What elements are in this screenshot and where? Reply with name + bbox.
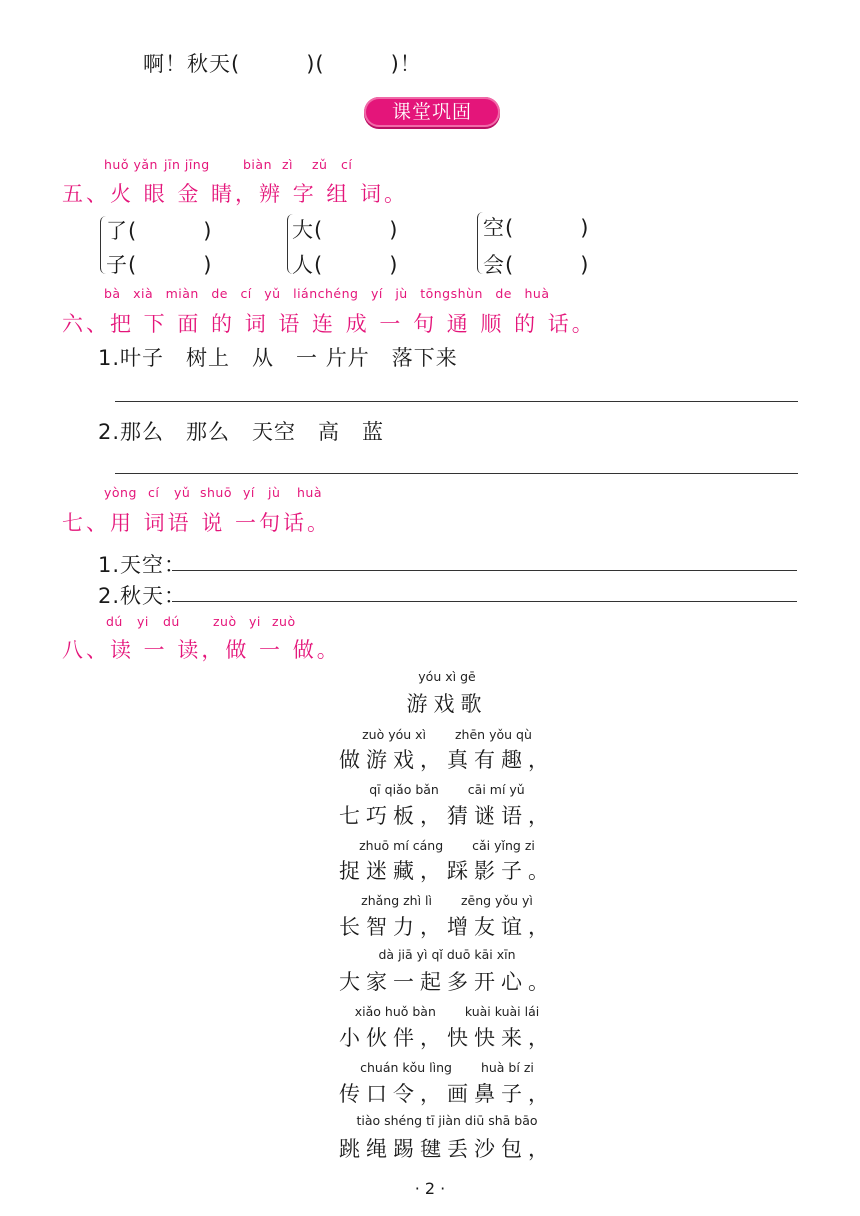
s5-title: 五、火 眼 金 睛，辨 字 组 词。 (62, 182, 409, 206)
s6-q2-answer-line[interactable] (115, 473, 798, 474)
s6-py-6: lián (293, 286, 318, 301)
s8-py-1: yi (137, 614, 149, 629)
s7-q2: 2.秋天： (98, 584, 187, 608)
s8-py-3: zuò (213, 614, 237, 629)
s6-py-3: de (211, 286, 228, 301)
s6-q1-answer-line[interactable] (115, 401, 798, 402)
s5-g3-b: 会( ) (483, 253, 590, 277)
poem-line-2: 七巧板，猜谜语， (339, 804, 555, 828)
poem-line-3: 捉迷藏，踩影子。 (339, 859, 555, 883)
s5-pinyin-5: zǔ (312, 157, 328, 172)
s7-py-1: cí (148, 485, 160, 500)
s7-q2-answer-line[interactable] (172, 601, 797, 602)
poem-line-1: 做游戏，真有趣， (339, 748, 555, 772)
poem-line-4-pinyin: zhǎng zhì lì zēng yǒu yì (361, 893, 533, 908)
poem-line-7: 传口令，画鼻子， (339, 1082, 555, 1106)
poem-line-1-pinyin: zuò yóu xì zhēn yǒu qù (362, 727, 532, 742)
s7-py-6: huà (297, 485, 323, 500)
poem-line-7-pinyin: chuán kǒu lìng huà bí zi (360, 1060, 534, 1075)
poem-line-6: 小伙伴，快快来， (339, 1026, 555, 1050)
s7-py-0: yòng (104, 485, 137, 500)
poem-line-6-pinyin: xiǎo huǒ bàn kuài kuài lái (354, 1004, 540, 1019)
s8-title: 八、读 一 读，做 一 做。 (62, 638, 341, 662)
s6-py-1: xià (133, 286, 154, 301)
s7-py-2: yǔ (174, 485, 191, 500)
s5-pinyin-2: jīn jīng (164, 157, 210, 172)
s5-g2-b: 人( ) (292, 253, 399, 277)
s6-py-8: yí (370, 286, 383, 301)
s6-py-13: huà (524, 286, 550, 301)
s7-q1: 1.天空： (98, 553, 187, 577)
s8-py-0: dú (106, 614, 123, 629)
s6-q2: 2.那么 那么 天空 高 蓝 (98, 420, 385, 444)
s6-title: 六、把 下 面 的 词 语 连 成 一 句 通 顺 的 话。 (62, 312, 596, 336)
s7-py-5: jù (268, 485, 281, 500)
s6-py-0: bà (104, 286, 121, 301)
s5-pinyin-4: zì (282, 157, 294, 172)
s7-py-4: yí (243, 485, 255, 500)
s6-pinyin (104, 286, 550, 301)
poem-line-2-pinyin: qī qiǎo bǎn cāi mí yǔ (369, 782, 525, 797)
s5-g3-a: 空( ) (483, 216, 590, 240)
s5-pinyin-6: cí (341, 157, 353, 172)
poem-title-pinyin: yóu xì gē (418, 669, 476, 684)
poem-line-5: 大家一起多开心。 (339, 970, 555, 994)
s6-py-11: shùn (450, 286, 483, 301)
s5-g2-a: 大( ) (292, 218, 399, 242)
poem-line-5-pinyin: dà jiā yì qǐ duō kāi xīn (378, 947, 516, 962)
poem-title: 游戏歌 (406, 692, 488, 716)
s8-py-2: dú (163, 614, 180, 629)
poem-line-8-pinyin: tiào shéng tī jiàn diū shā bāo (356, 1113, 538, 1128)
page-number: · 2 · (414, 1179, 446, 1198)
s6-py-5: yǔ (264, 286, 281, 301)
top-line: 啊！秋天( )( )！ (143, 52, 422, 76)
s7-q1-answer-line[interactable] (172, 570, 797, 571)
s5-g1-b: 子( ) (106, 253, 213, 277)
poem-line-3-pinyin: zhuō mí cáng cǎi yǐng zi (359, 838, 535, 853)
s7-py-3: shuō (200, 485, 233, 500)
s5-pinyin-1: huǒ yǎn (104, 157, 158, 172)
s8-py-5: zuò (272, 614, 296, 629)
s7-title: 七、用 词语 说 一句话。 (62, 511, 332, 535)
s6-py-7: chéng (317, 286, 359, 301)
s6-q1: 1.叶子 树上 从 一 片片 落下来 (98, 346, 458, 370)
s6-py-12: de (495, 286, 512, 301)
s5-pinyin-3: biàn (243, 157, 272, 172)
s6-py-10: tōng (420, 286, 451, 301)
poem-line-8: 跳绳踢毽丢沙包， (339, 1137, 555, 1161)
s8-py-4: yi (249, 614, 261, 629)
s6-py-9: jù (395, 286, 408, 301)
s6-py-2: miàn (165, 286, 199, 301)
s6-py-4: cí (240, 286, 252, 301)
s5-g1-a: 了( ) (106, 219, 213, 243)
poem-line-4: 长智力，增友谊， (339, 915, 555, 939)
section-badge: 课堂巩固 (364, 97, 500, 127)
